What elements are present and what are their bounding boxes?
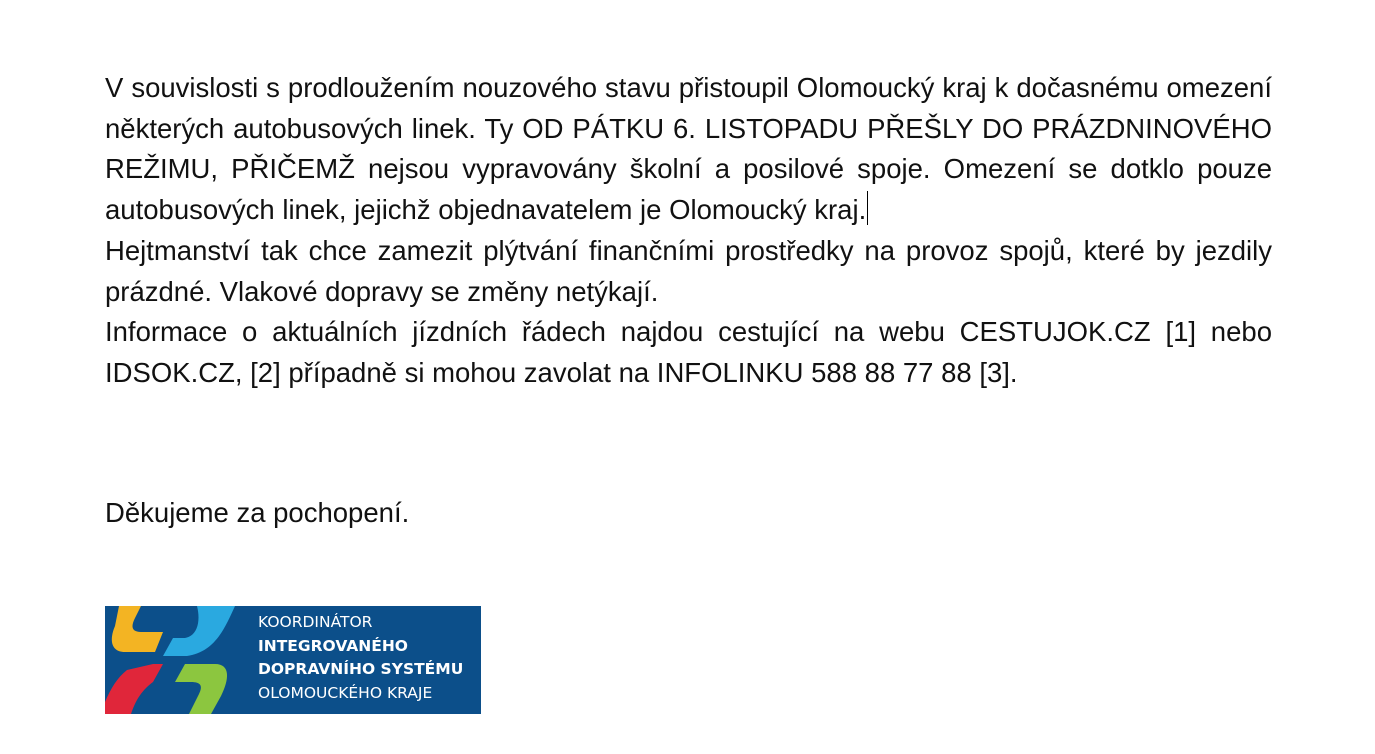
logo-line-1: KOORDINÁTOR [258,613,373,631]
closing-text: Děkujeme za pochopení. [105,497,410,528]
document-body [105,68,1272,394]
paragraph-1 [105,68,1272,231]
logo-line-3: DOPRAVNÍHO SYSTÉMU [258,660,464,678]
logo-line-4: OLOMOUCKÉHO KRAJE [258,683,433,702]
paragraph-1-text: V souvislosti s prodloužením nouzového stavu přistoupil Olomoucký kraj k dočasnému omezení některých autobusových linek. Ty OD PÁTKU 6. LISTOPADU PŘEŠLY DO PRÁZDNINOVÉHO REŽIMU, PŘIČEMŽ nejsou vypravovány školní a posilové spoje. Omezení se dotklo pouze autobusových linek, jejichž objednavatelem je Olomoucký kraj. [105,72,1272,226]
logo-line-2: INTEGROVANÉHO [258,636,408,655]
text-cursor [867,191,868,225]
paragraph-3: Informace o aktuálních jízdních řádech najdou cestující na webu CESTUJOK.CZ [1] nebo IDSOK.CZ, [2] případně si mohou zavolat na INFOLINKU 588 88 77 88 [3]. [105,316,1272,388]
kids-olomouc-logo [105,606,481,714]
paragraph-2: Hejtmanství tak chce zamezit plýtvání finančními prostředky na provoz spojů, které by jezdily prázdné. Vlakové dopravy se změny netýkají. [105,234,1272,307]
logo-text [258,611,463,705]
